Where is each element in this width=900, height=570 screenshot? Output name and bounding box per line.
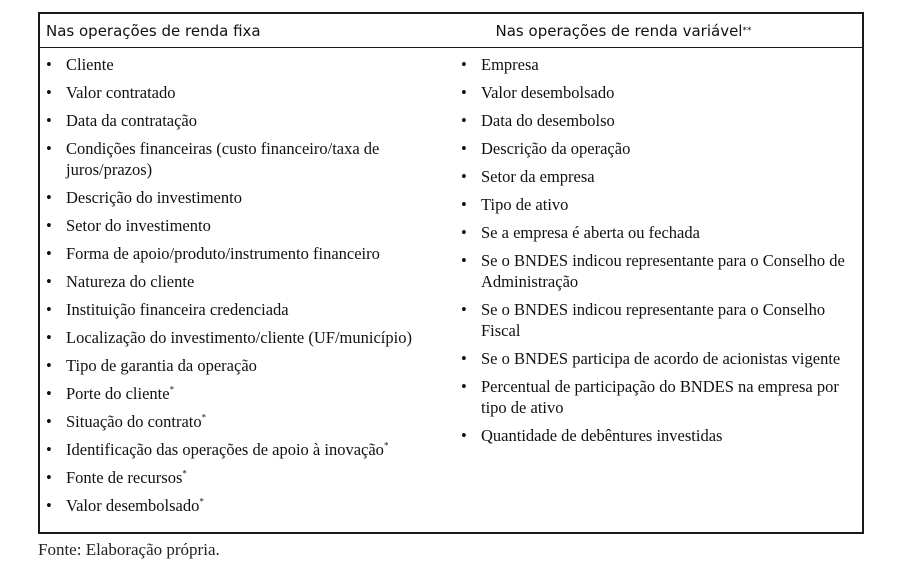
list-item-text: Valor desembolsado xyxy=(66,496,200,515)
list-item-text: Instituição financeira credenciada xyxy=(66,300,289,319)
bullet-icon: • xyxy=(46,356,52,375)
list-item xyxy=(40,110,445,131)
bullet-icon: • xyxy=(46,216,52,235)
bullet-icon: • xyxy=(46,139,52,158)
bullet-icon: • xyxy=(46,468,52,487)
list-item-text: Descrição da operação xyxy=(481,139,631,158)
list-item xyxy=(455,348,862,369)
list-item xyxy=(455,222,862,243)
list-item-text: Tipo de garantia da operação xyxy=(66,356,257,375)
bullet-icon: • xyxy=(461,377,467,396)
bullet-icon: • xyxy=(46,300,52,319)
list-item-text: Identificação das operações de apoio à inovação xyxy=(66,440,384,459)
bullet-icon: • xyxy=(46,440,52,459)
footnote-mark: * xyxy=(201,412,207,423)
list-item xyxy=(40,327,445,348)
list-item xyxy=(455,166,862,187)
footnote-mark: * xyxy=(383,440,389,451)
bullet-icon: • xyxy=(461,349,467,368)
list-item xyxy=(40,355,445,376)
bullet-icon: • xyxy=(46,412,52,431)
list-item xyxy=(455,376,862,418)
list-item-text: Data da contratação xyxy=(66,111,198,130)
list-item-text: Setor do investimento xyxy=(66,216,211,235)
list-item-text: Setor da empresa xyxy=(481,167,595,186)
info-table xyxy=(38,12,864,534)
bullet-icon: • xyxy=(461,139,467,158)
list-item xyxy=(455,138,862,159)
variable-income-column xyxy=(445,48,862,532)
fixed-income-list xyxy=(40,54,445,516)
list-item xyxy=(40,495,445,516)
variable-income-list xyxy=(455,54,862,446)
list-item xyxy=(40,243,445,264)
list-item-text: Cliente xyxy=(66,55,114,74)
footnote-mark: * xyxy=(182,468,187,479)
list-item xyxy=(455,54,862,75)
bullet-icon: • xyxy=(46,328,52,347)
bullet-icon: • xyxy=(461,195,467,214)
fixed-income-column xyxy=(40,48,445,532)
bullet-icon: • xyxy=(46,55,52,74)
header-fixed-income xyxy=(40,14,445,47)
bullet-icon: • xyxy=(46,111,52,130)
bullet-icon: • xyxy=(461,426,467,445)
footnote-mark: * xyxy=(199,496,204,507)
list-item-text: Data do desembolso xyxy=(481,111,615,130)
list-item xyxy=(40,439,445,460)
bullet-icon: • xyxy=(46,188,52,207)
list-item-text: Valor contratado xyxy=(66,83,176,102)
list-item xyxy=(40,271,445,292)
list-item xyxy=(40,82,445,103)
list-item-text: Se o BNDES participa de acordo de acionistas vigente xyxy=(481,349,841,368)
list-item xyxy=(455,299,862,341)
list-item xyxy=(40,138,445,180)
list-item-text: Valor desembolsado xyxy=(481,83,615,102)
list-item-text: Situação do contrato xyxy=(66,412,202,431)
bullet-icon: • xyxy=(461,251,467,270)
list-item-text: Condições financeiras (custo financeiro/taxa de juros/prazos) xyxy=(66,139,380,179)
list-item-text: Fonte de recursos xyxy=(66,468,183,487)
bullet-icon: • xyxy=(46,244,52,263)
table-body xyxy=(40,48,862,532)
bullet-icon: • xyxy=(461,83,467,102)
bullet-icon: • xyxy=(46,272,52,291)
list-item xyxy=(40,299,445,320)
footnote-mark: * xyxy=(169,384,175,395)
list-item xyxy=(40,215,445,236)
list-item xyxy=(40,54,445,75)
header-fixed-income-label: Nas operações de renda fixa xyxy=(46,21,261,40)
list-item xyxy=(40,187,445,208)
source-caption: Fonte: Elaboração própria. xyxy=(38,540,220,559)
list-item xyxy=(455,194,862,215)
header-variable-income: Nas operações de renda variável ** xyxy=(495,21,752,40)
list-item-text: Tipo de ativo xyxy=(481,195,569,214)
bullet-icon: • xyxy=(461,223,467,242)
list-item xyxy=(455,250,862,292)
header-variable-income-label: Nas operações de renda variável xyxy=(495,21,743,40)
list-item-text: Percentual de participação do BNDES na empresa por tipo de ativo xyxy=(481,377,839,417)
bullet-icon: • xyxy=(46,83,52,102)
list-item xyxy=(40,467,445,488)
list-item-text: Se o BNDES indicou representante para o Conselho Fiscal xyxy=(481,300,826,340)
list-item xyxy=(40,411,445,432)
list-item-text: Natureza do cliente xyxy=(66,272,195,291)
list-item-text: Porte do cliente xyxy=(66,384,170,403)
bullet-icon: • xyxy=(46,384,52,403)
list-item-text: Quantidade de debêntures investidas xyxy=(481,426,723,445)
list-item-text: Empresa xyxy=(481,55,539,74)
list-item-text: Se a empresa é aberta ou fechada xyxy=(481,223,700,242)
bullet-icon: • xyxy=(461,300,467,319)
bullet-icon: • xyxy=(46,496,52,515)
list-item-text: Localização do investimento/cliente (UF/município) xyxy=(66,328,412,347)
bullet-icon: • xyxy=(461,111,467,130)
table-header xyxy=(40,14,862,48)
list-item xyxy=(455,425,862,446)
list-item-text: Se o BNDES indicou representante para o Conselho de Administração xyxy=(481,251,845,291)
bullet-icon: • xyxy=(461,55,467,74)
list-item xyxy=(40,383,445,404)
list-item-text: Descrição do investimento xyxy=(66,188,242,207)
bullet-icon: • xyxy=(461,167,467,186)
list-item-text: Forma de apoio/produto/instrumento financeiro xyxy=(66,244,380,263)
list-item xyxy=(455,82,862,103)
list-item xyxy=(455,110,862,131)
